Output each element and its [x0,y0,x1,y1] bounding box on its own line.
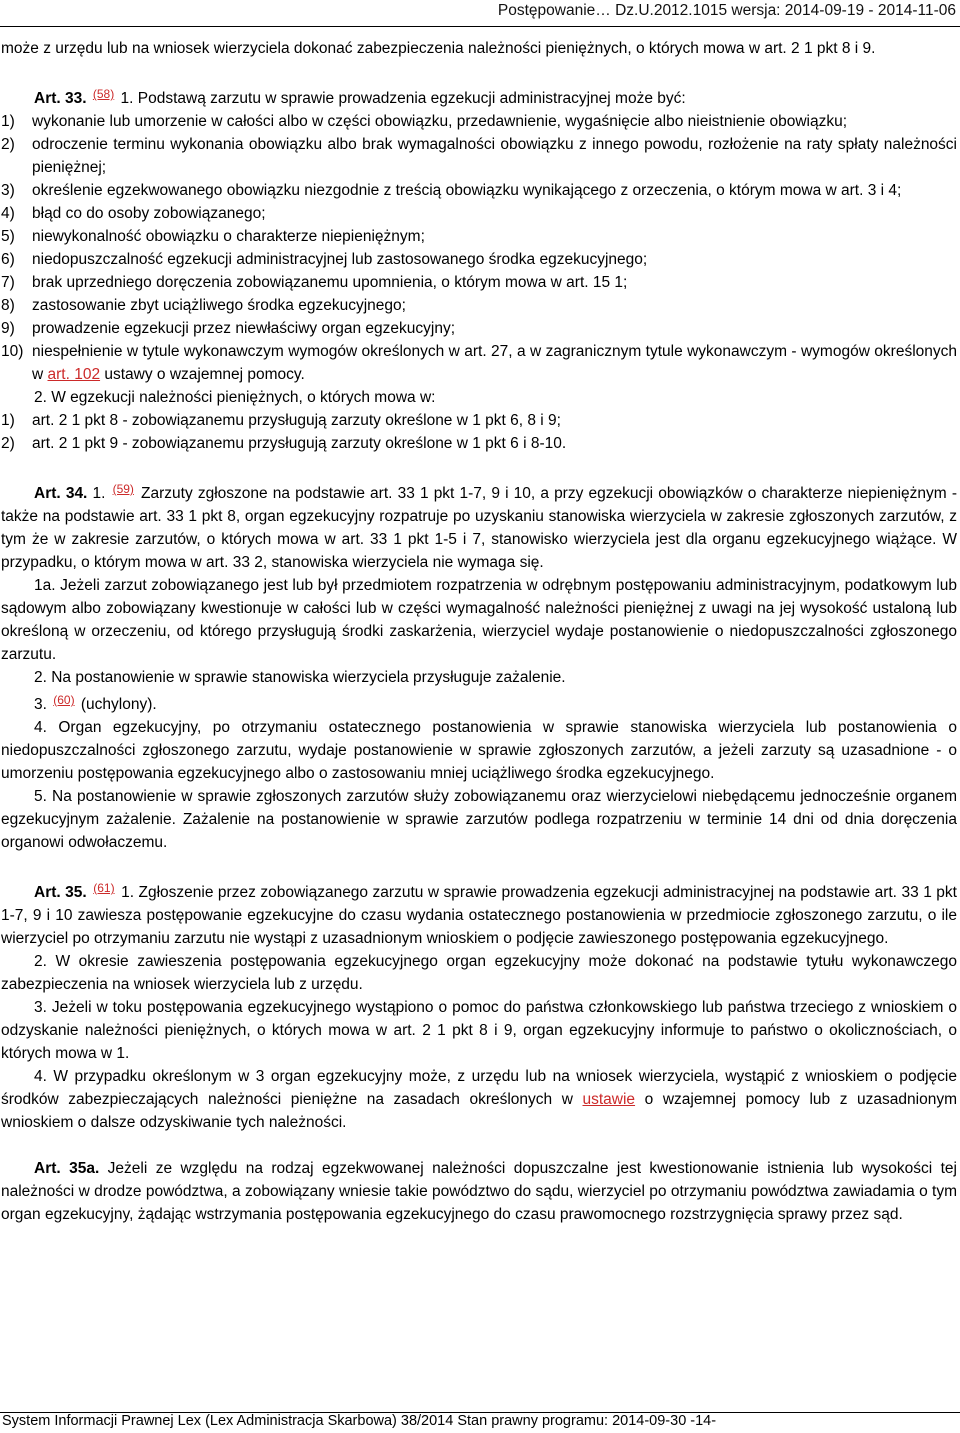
ustawie-link[interactable]: ustawie [582,1091,636,1108]
art-35a-paragraph [1,1157,957,1226]
art-35-par-4-text: o wzajemnej pomocy lub z uzasadnionym wnioskiem o dalsze odzyskiwanie tych należności. [1,1091,958,1131]
list-item-text: niedopuszczalność egzekucji administracyjnej lub zastosowanego środka egzekucyjnego; [32,251,648,268]
header-divider [0,26,960,27]
art-33-list-2 [1,409,957,455]
list-item [1,179,957,202]
list-item-text: zastosowanie zbyt uciążliwego środka egzekucyjnego; [32,297,406,314]
list-item [1,271,957,294]
footnote-60-link[interactable]: (60) [53,693,75,707]
list-item-number: 6) [1,251,15,268]
list-item-number: 1) [1,412,15,429]
list-item [1,340,957,386]
art-33-text: 1. Podstawą zarzutu w sprawie prowadzenia egzekucji administracyjnej może być: [116,90,686,107]
art-33-par-2: 2. W egzekucji należności pieniężnych, o których mowa w: [34,389,436,406]
footnote-59-link[interactable]: (59) [112,482,134,496]
art-34-paragraph [1,478,957,574]
art-35-label: Art. 35. [34,884,87,901]
art-35a-text: Jeżeli ze względu na rodzaj egzekwowanej należności dopuszczalne jest kwestionowanie istnienia lub wysokości tej należności w drodze powództwa, a zobowiązany wniesie takie powództwo do sądu, wierzyciel po otrzymaniu powództwa zawiadamia o tym organ egzekucyjny, żądając wstrzymania postępowania egzekucyjnego do czasu prawomocnego rozstrzygnięcia sprawy przez sąd. [1,1160,957,1223]
spacer [1,854,957,877]
list-item [1,110,957,133]
list-item-text-part: ustawy o wzajemnej pomocy. [100,366,305,383]
list-item-number: 10) [1,343,24,360]
art-35-par-4-text: 4. W przypadku określonym w 3 organ egzekucyjny może, z urzędu lub na wniosek wierzyciela, wystąpić z wnioskiem o podjęcie środków zabezpieczających należności pieniężne na zasadach określonych w [1,1068,957,1108]
art-33-list [1,110,957,386]
list-item-text: prowadzenie egzekucji przez niewłaściwy organ egzekucyjny; [32,320,456,337]
art-35-par-4 [1,1065,957,1134]
list-item [1,317,957,340]
list-item-text: wykonanie lub umorzenie w całości albo w części obowiązku, przedawnienie, wygaśnięcie albo nieistnienie obowiązku; [32,113,848,130]
footnote-58-link[interactable]: (58) [92,87,115,101]
list-item [1,202,957,225]
art-35-text: 1. Zgłoszenie przez zobowiązanego zarzutu w sprawie prowadzenia egzekucji administracyjnej na podstawie art. 33 1 pkt 1-7, 9 i 10 zawiesza postępowanie egzekucyjne do czasu wydania ostatecznego postanowienia w przedmiocie zgłoszonego zarzutu, o ile wierzyciel po otrzymaniu zarzutu nie wystąpi z uzasadnionym wnioskiem o podjęcie zawieszonego postępowania egzekucyjnego. [1,884,957,947]
art-34-par-3 [1,689,957,716]
list-item [1,409,957,432]
list-item-number: 3) [1,182,15,199]
art-34-text: Zarzuty zgłoszone na podstawie art. 33 1 pkt 1-7, 9 i 10, a przy egzekucji obowiązków o charakterze niepieniężnym - także na podstawie art. 33 1 pkt 8, organ egzekucyjny rozpatruje po uzyskaniu stanowiska wierzyciela w zakresie zgłoszonych zarzutów, z tym że w zakresie zarzutów, o których mowa w art. 33 1 pkt 1-5 i 7, stanowisko wierzyciela jest dla organu egzekucyjnego wiążące. W przypadku, o którym mowa w art. 33 2, stanowiska wierzyciela nie wymaga się. [1,485,957,571]
spacer [1,1134,957,1157]
art-35-par-3: 3. Jeżeli w toku postępowania egzekucyjnego wystąpiono o pomoc do państwa członkowskiego lub państwa trzeciego z wnioskiem o odzyskanie należności pieniężnych, o których mowa w art. 2 1 pkt 8 i 9, organ egzekucyjny informuje to państwo o okolicznościach, o których mowa w 1. [1,999,957,1062]
list-item-text: określenie egzekwowanego obowiązku niezgodnie z treścią obowiązku wynikającego z orzeczenia, o którym mowa w art. 3 i 4; [32,182,902,199]
list-item-text: art. 2 1 pkt 9 - zobowiązanemu przysługują zarzuty określone w 1 pkt 6 i 8-10. [32,435,567,452]
list-item-text: brak uprzedniego doręczenia zobowiązanemu upomnienia, o którym mowa w art. 15 1; [32,274,628,291]
list-item-number: 5) [1,228,15,245]
art-34-par-5: 5. Na postanowienie w sprawie zgłoszonych zarzutów służy zobowiązanemu oraz wierzycielowi niebędącemu jednocześnie organem egzekucyjnym zażalenie. Zażalenie na postanowienie w sprawie zarzutów podlega rozpatrzeniu w terminie 14 dni od dnia doręczenia organowi odwołaczemu. [1,788,957,851]
list-item-number: 2) [1,136,15,153]
art-34-par-4: 4. Organ egzekucyjny, po otrzymaniu ostatecznego postanowienia w sprawie stanowiska wierzyciela lub postanowienia o niedopuszczalności zgłoszonego zarzutu, wydaje postanowienie w sprawie zgłoszonych zarzutów, a jeżeli zarzuty są uzasadnione - o umorzeniu postępowania egzekucyjnego albo o zastosowaniu mniej uciążliwego środka egzekucyjnego. [1,719,957,782]
art-34-par-number: 1. [87,485,106,502]
art-34-par-2: 2. Na postanowienie w sprawie stanowiska wierzyciela przysługuje zażalenie. [34,669,566,686]
list-item-text-part: niespełnienie w tytule wykonawczym wymogów określonych w art. 27, a w zagranicznym tytule wykonawczym - wymogów określonych w [32,343,957,383]
art-33-paragraph [1,83,957,110]
art-34-label: Art. 34. [34,485,88,502]
list-item-number: 8) [1,297,15,314]
list-item-text: odroczenie terminu wykonania obowiązku albo brak wymagalności obowiązku z innego powodu, rozłożenie na raty spłaty należności pieniężnej; [32,136,957,176]
art-34-par-3-number: 3. [34,696,47,713]
list-item [1,225,957,248]
list-item [1,248,957,271]
list-item-number: 2) [1,435,15,452]
list-item-number: 9) [1,320,15,337]
list-item-text: niewykonalność obowiązku o charakterze niepieniężnym; [32,228,425,245]
spacer [1,60,957,83]
intro-paragraph: może z urzędu lub na wniosek wierzyciela dokonać zabezpieczenia należności pieniężnych, o których mowa w art. 2 1 pkt 8 i 9. [1,40,876,57]
list-item-text: błąd co do osoby zobowiązanego; [32,205,266,222]
art-35-par-2: 2. W okresie zawieszenia postępowania egzekucyjnego organ egzekucyjny może dokonać na podstawie tytułu wykonawczego zabezpieczenia na wniosek wierzyciela lub z urzędu. [1,953,957,993]
list-item-number: 1) [1,113,15,130]
list-item-text: art. 2 1 pkt 8 - zobowiązanemu przysługują zarzuty określone w 1 pkt 6, 8 i 9; [32,412,561,429]
art-35-paragraph [1,877,957,950]
spacer [1,455,957,478]
art-33-label: Art. 33. [34,90,87,107]
list-item [1,133,957,179]
art-34-par-3-text: (uchylony). [76,696,157,713]
document-footer: System Informacji Prawnej Lex (Lex Administracja Skarbowa) 38/2014 Stan prawny programu: 2014-09-30 -14- [2,1413,717,1429]
art-102-link[interactable]: art. 102 [47,366,101,383]
document-header: Postępowanie… Dz.U.2012.1015 wersja: 2014-09-19 - 2014-11-06 [497,2,956,19]
art-35a-label: Art. 35a. [34,1160,100,1177]
document-body [1,37,957,1226]
list-item [1,294,957,317]
art-34-par-1a: 1a. Jeżeli zarzut zobowiązanego jest lub był przedmiotem rozpatrzenia w odrębnym postępowaniu administracyjnym, podatkowym lub sądowym albo zobowiązany kwestionuje w całości lub w części wymagalność należności pieniężnej z uwagi na jej wysokość ustaloną lub określoną w orzeczeniu, od którego przysługują środki zaskarżenia, wierzyciel wydaje postanowienie o niedopuszczalności zgłoszonego zarzutu. [1,577,957,663]
footnote-61-link[interactable]: (61) [93,881,115,895]
list-item-number: 4) [1,205,15,222]
list-item-number: 7) [1,274,15,291]
list-item-text [32,340,957,386]
list-item [1,432,957,455]
